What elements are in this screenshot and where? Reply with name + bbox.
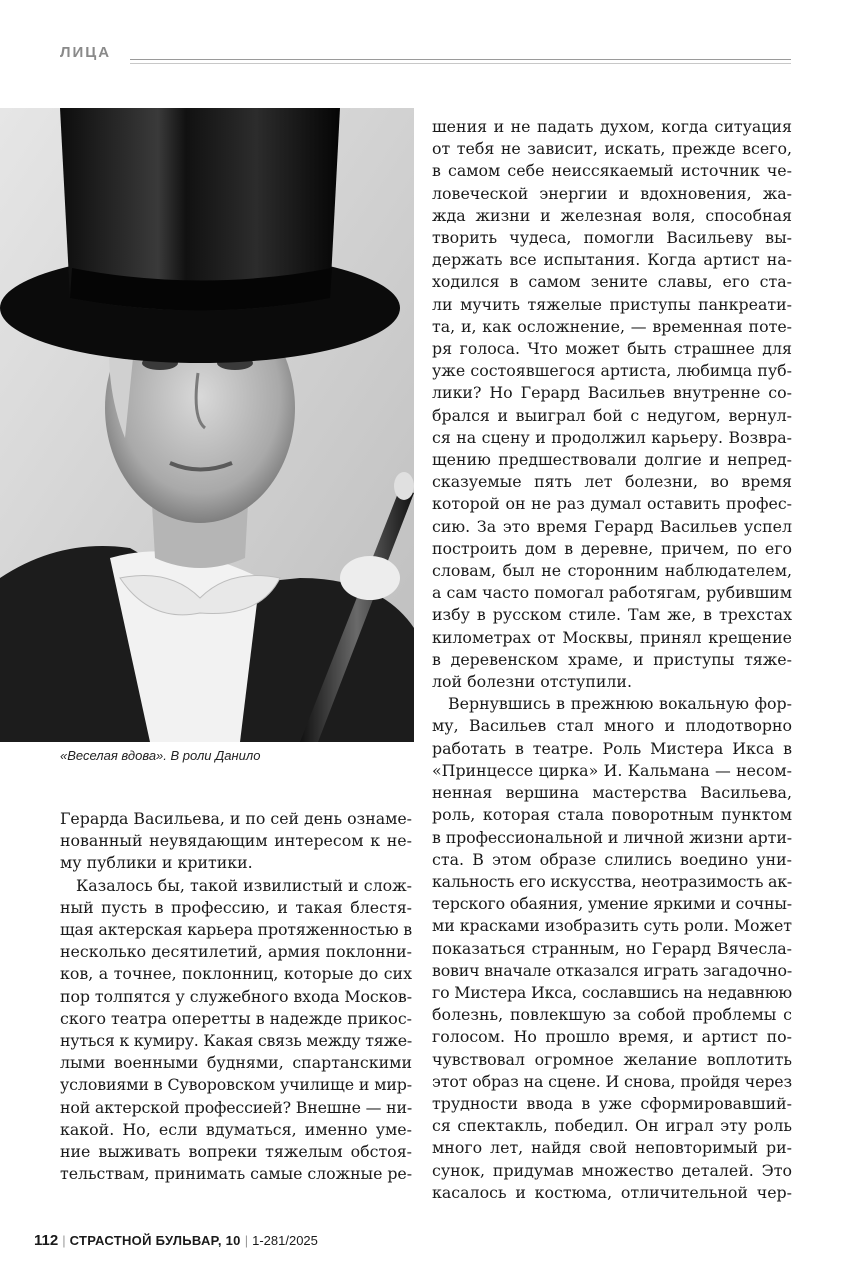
text-line: сунок, придумав множество деталей. Это xyxy=(432,1160,792,1180)
text-line: уже состоявшегося артиста, любимца пуб- xyxy=(432,361,792,381)
text-line: го Мистера Икса, сославшись на недавнюю xyxy=(432,982,792,1002)
text-line: ходился в самом зените славы, его ста- xyxy=(432,272,792,292)
text-line: шения и не падать духом, когда ситуация xyxy=(432,117,792,136)
text-line: нуться к кумиру. Какая связь между тяже- xyxy=(60,1031,412,1051)
text-column-left xyxy=(60,808,412,1185)
text-line: сию. За это время Герард Васильев успел xyxy=(432,516,792,536)
text-line: ной актерской профессией? Внешне — ни- xyxy=(60,1097,412,1117)
text-line: ние выживать вопреки тяжелым обстоя- xyxy=(60,1142,412,1162)
text-line: которой он не раз думал оставить профес- xyxy=(432,494,792,514)
text-line: показаться странным, но Герард Вячесла- xyxy=(432,938,792,958)
text-line: му публики и критики. xyxy=(60,853,253,873)
text-line: щая актерская карьера протяженностью в xyxy=(60,920,412,940)
text-line: много лет, найдя свой неповторимый ри- xyxy=(432,1138,792,1158)
text-line: ловеческой энергии и вдохновения, жа- xyxy=(432,183,792,203)
text-line: в деревенском храме, и приступы тяже- xyxy=(432,649,792,669)
text-line: этот образ на сцене. И снова, пройдя через xyxy=(432,1071,792,1091)
header-rule xyxy=(130,59,791,60)
text-line: ся на сцену и продолжил карьеру. Возвра- xyxy=(432,427,792,447)
text-line: лыми военными буднями, спартанскими xyxy=(60,1053,412,1073)
text-line: чувствовал огромное желание воплотить xyxy=(432,1049,792,1069)
text-line: лой болезни отступили. xyxy=(432,672,632,692)
text-line: а сам часто помогал работягам, рубившим xyxy=(432,583,792,603)
text-line: му, Васильев стал много и плодотворно xyxy=(432,716,792,736)
text-line: та, и, как осложнение, — временная поте- xyxy=(432,316,792,336)
text-line: ми красками изобразить суть роли. Может xyxy=(432,916,792,936)
text-line: ли мучить тяжелые приступы панкреати- xyxy=(432,294,792,314)
magazine-title: СТРАСТНОЙ БУЛЬВАР, 10 xyxy=(69,1233,241,1248)
footer-separator: | xyxy=(62,1233,66,1248)
issue-number: 1-281/2025 xyxy=(252,1233,318,1248)
text-line: пор толпятся у служебного входа Москов- xyxy=(60,986,412,1006)
header-rule-secondary xyxy=(130,63,791,64)
portrait-photo xyxy=(0,108,414,742)
text-line: тельствам, принимать самые сложные ре- xyxy=(60,1164,412,1184)
text-line: Вернувшись в прежнюю вокальную фор- xyxy=(448,694,792,714)
text-line: лики? Но Герард Васильев внутренне со- xyxy=(432,383,792,403)
text-line: касалось и костюма, отличительной чер- xyxy=(432,1182,792,1202)
text-line: роль, которая стала поворотным пунктом xyxy=(432,805,792,825)
text-line: щению предшествовали долгие и непред- xyxy=(432,450,792,470)
text-line: несколько десятилетий, армия поклонни- xyxy=(60,942,412,962)
text-line: ненная вершина мастерства Васильева, xyxy=(432,783,792,803)
footer-separator: | xyxy=(244,1233,249,1248)
text-line: трудности ввода в уже сформировавший- xyxy=(432,1093,792,1113)
text-line: построить дом в деревне, причем, по его xyxy=(432,538,792,558)
text-line: словам, был не сторонним наблюдателем, xyxy=(432,561,792,581)
text-line: вович вначале отказался играть загадочно- xyxy=(432,960,792,980)
text-line: Герарда Васильева, и по сей день ознаме- xyxy=(60,809,412,828)
text-line: ста. В этом образе слились воедино уни- xyxy=(432,849,792,869)
text-line: от тебя не зависит, искать, прежде всего, xyxy=(432,139,792,159)
text-line: брался и выиграл бой с недугом, вернул- xyxy=(432,405,792,425)
text-line: ся спектакль, победил. Он играл эту роль xyxy=(432,1116,792,1136)
text-line: ный пусть в профессию, и такая блестя- xyxy=(60,897,412,917)
text-line: условиями в Суворовском училище и мир- xyxy=(60,1075,412,1095)
text-line: голосом. Но прошло время, и артист по- xyxy=(432,1027,792,1047)
text-line: ского театра оперетты в надежде прикос- xyxy=(60,1008,412,1028)
text-line: «Принцессе цирка» И. Кальмана — несом- xyxy=(432,760,792,780)
text-line: ря голоса. Что может быть страшнее для xyxy=(432,339,792,359)
section-label: ЛИЦА xyxy=(60,44,112,61)
text-line: ков, а точнее, поклонниц, которые до сих xyxy=(60,964,412,984)
text-line: творить чудеса, помогли Васильеву вы- xyxy=(432,228,792,248)
text-line: сказуемые пять лет болезни, во время xyxy=(432,472,792,492)
text-line: километрах от Москвы, принял крещение xyxy=(432,627,792,647)
text-line: работать в театре. Роль Мистера Икса в xyxy=(432,738,792,758)
text-line: в самом себе неиссякаемый источник че- xyxy=(432,161,792,181)
page-footer xyxy=(34,1232,318,1249)
text-line: нованный неувядающим интересом к не- xyxy=(60,831,412,851)
text-line: терского обаяния, умение яркими и сочны- xyxy=(432,894,792,914)
text-line: в профессиональной и личной жизни арти- xyxy=(432,827,792,847)
text-line: избу в русском стиле. Там же, в трехстах xyxy=(432,605,792,625)
page-number: 112 xyxy=(34,1232,59,1249)
text-line: какой. Но, если вдуматься, именно уме- xyxy=(60,1119,412,1139)
text-column-right xyxy=(432,116,792,1204)
text-line: кальность его искусства, неотразимость ак- xyxy=(432,871,792,891)
text-line: болезнь, повлекшую за собой проблемы с xyxy=(432,1005,792,1025)
text-line: Казалось бы, такой извилистый и слож- xyxy=(76,875,412,895)
text-line: жда жизни и железная воля, способная xyxy=(432,205,792,225)
photo-caption: «Веселая вдова». В роли Данило xyxy=(60,748,261,763)
text-line: держать все испытания. Когда артист на- xyxy=(432,250,792,270)
